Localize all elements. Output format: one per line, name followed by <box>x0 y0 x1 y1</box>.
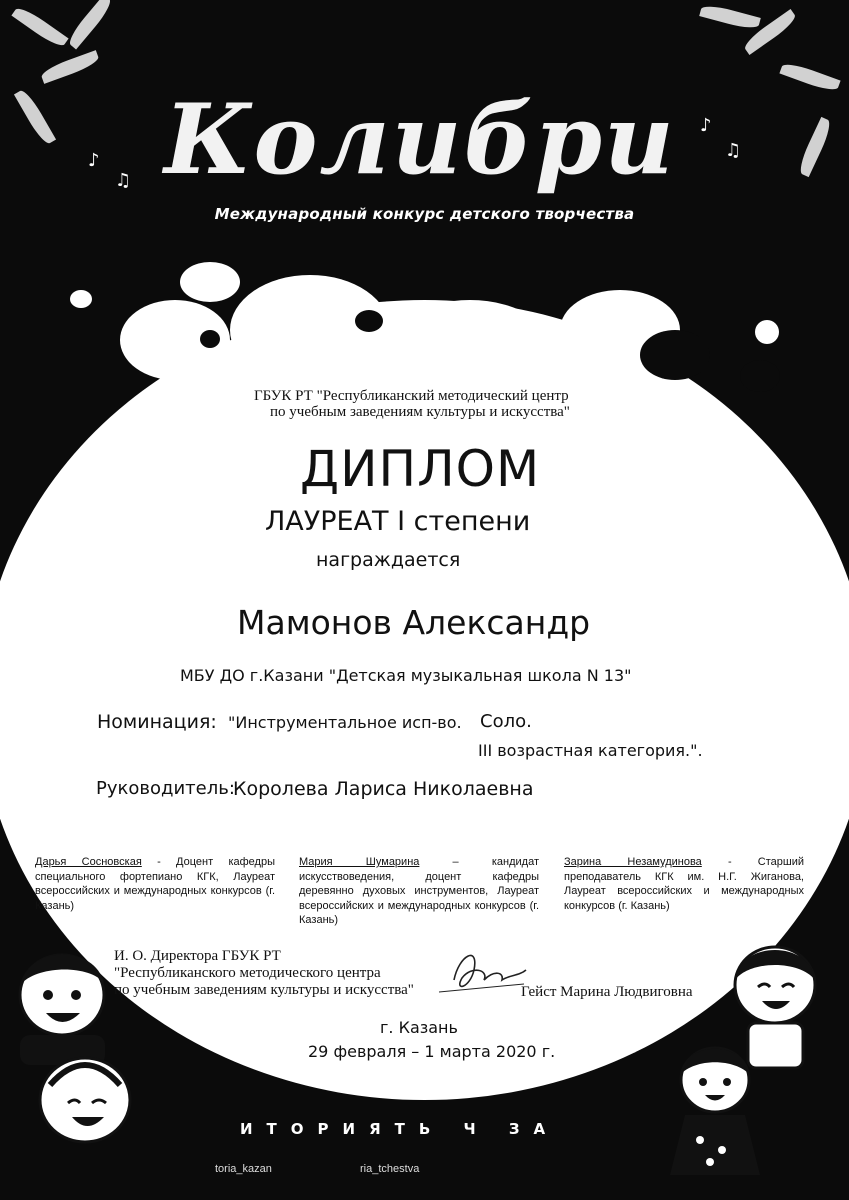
svg-text:Колибри: Колибри <box>164 83 676 196</box>
jury-member-description: – кандидат искусствоведения, доцент кафедры деревянно духовых инструментов, Лауреат всероссийских и международных конкурсов (г. Казань) <box>299 856 539 926</box>
award-degree: ЛАУРЕАТ I степени <box>265 506 531 537</box>
jury-member-name: Зарина Незамудинова <box>564 856 702 868</box>
city: г. Казань <box>380 1018 458 1037</box>
jury-member <box>564 855 804 913</box>
ink-blot <box>640 330 710 380</box>
paint-splash <box>70 290 92 308</box>
director-line-2: "Республиканского методического центра <box>114 965 381 981</box>
music-note-icon: ♪ <box>88 150 100 171</box>
music-note-icon: ♫ <box>725 140 742 161</box>
paint-splash <box>755 320 779 344</box>
director-line-3: по учебным заведениям культуры и искусства" <box>114 982 414 998</box>
nomination-solo: Соло. <box>480 711 532 732</box>
music-note-icon: ♫ <box>115 170 132 191</box>
jury-member-description: - Старший преподаватель КГК им. Н.Г. Жиганова, Лауреат всероссийских и международных конкурсов (г. Казань) <box>564 856 805 912</box>
director-signature <box>434 940 529 1000</box>
footer-social-link[interactable]: toria_kazan <box>215 1163 272 1175</box>
footer-social-link[interactable]: ria_tchestva <box>360 1163 420 1175</box>
dates: 29 февраля – 1 марта 2020 г. <box>308 1042 556 1061</box>
jury-member-name: Дарья Сосновская <box>35 856 142 868</box>
jury-member-description: - Доцент кафедры специального фортепиано КГК, Лауреат всероссийских и международных конкурсов (г. Казань) <box>35 856 275 912</box>
nomination-value: "Инструментальное исп-во. <box>228 713 462 732</box>
recipient-name: Мамонов Александр <box>237 603 591 642</box>
contest-logo <box>140 78 700 198</box>
diploma-title: ДИПЛОМ <box>300 440 541 498</box>
organizer-line-1: ГБУК РТ "Республиканский методический центр <box>254 388 569 404</box>
jury-member <box>35 855 275 913</box>
music-note-icon: ♪ <box>700 115 712 136</box>
director-line-1: И. О. Директора ГБУК РТ <box>114 948 281 964</box>
child-illustration <box>660 1040 770 1190</box>
jury-member-name: Мария Шумарина <box>299 856 420 868</box>
school-name: МБУ ДО г.Казани "Детская музыкальная школа N 13" <box>180 666 632 685</box>
footer-strip-text: ИТОРИЯТЬ Ч ЗА <box>240 1120 560 1138</box>
ink-blot <box>740 360 780 392</box>
awarded-label: награждается <box>316 549 461 571</box>
director-name: Гейст Марина Людвиговна <box>521 984 693 1000</box>
ink-blot <box>355 310 383 332</box>
director-title <box>114 948 414 999</box>
leader-label: Руководитель: <box>96 778 235 799</box>
leader-name: Королева Лариса Николаевна <box>233 778 534 800</box>
jury-member <box>299 855 539 928</box>
paint-splash <box>180 262 240 302</box>
nomination-label: Номинация: <box>97 711 217 733</box>
child-illustration <box>20 1045 150 1165</box>
ink-blot <box>200 330 220 348</box>
age-category: III возрастная категория.". <box>478 741 703 760</box>
contest-subtitle: Международный конкурс детского творчества <box>214 205 635 223</box>
organizer-line-2: по учебным заведениям культуры и искусства" <box>270 404 570 420</box>
